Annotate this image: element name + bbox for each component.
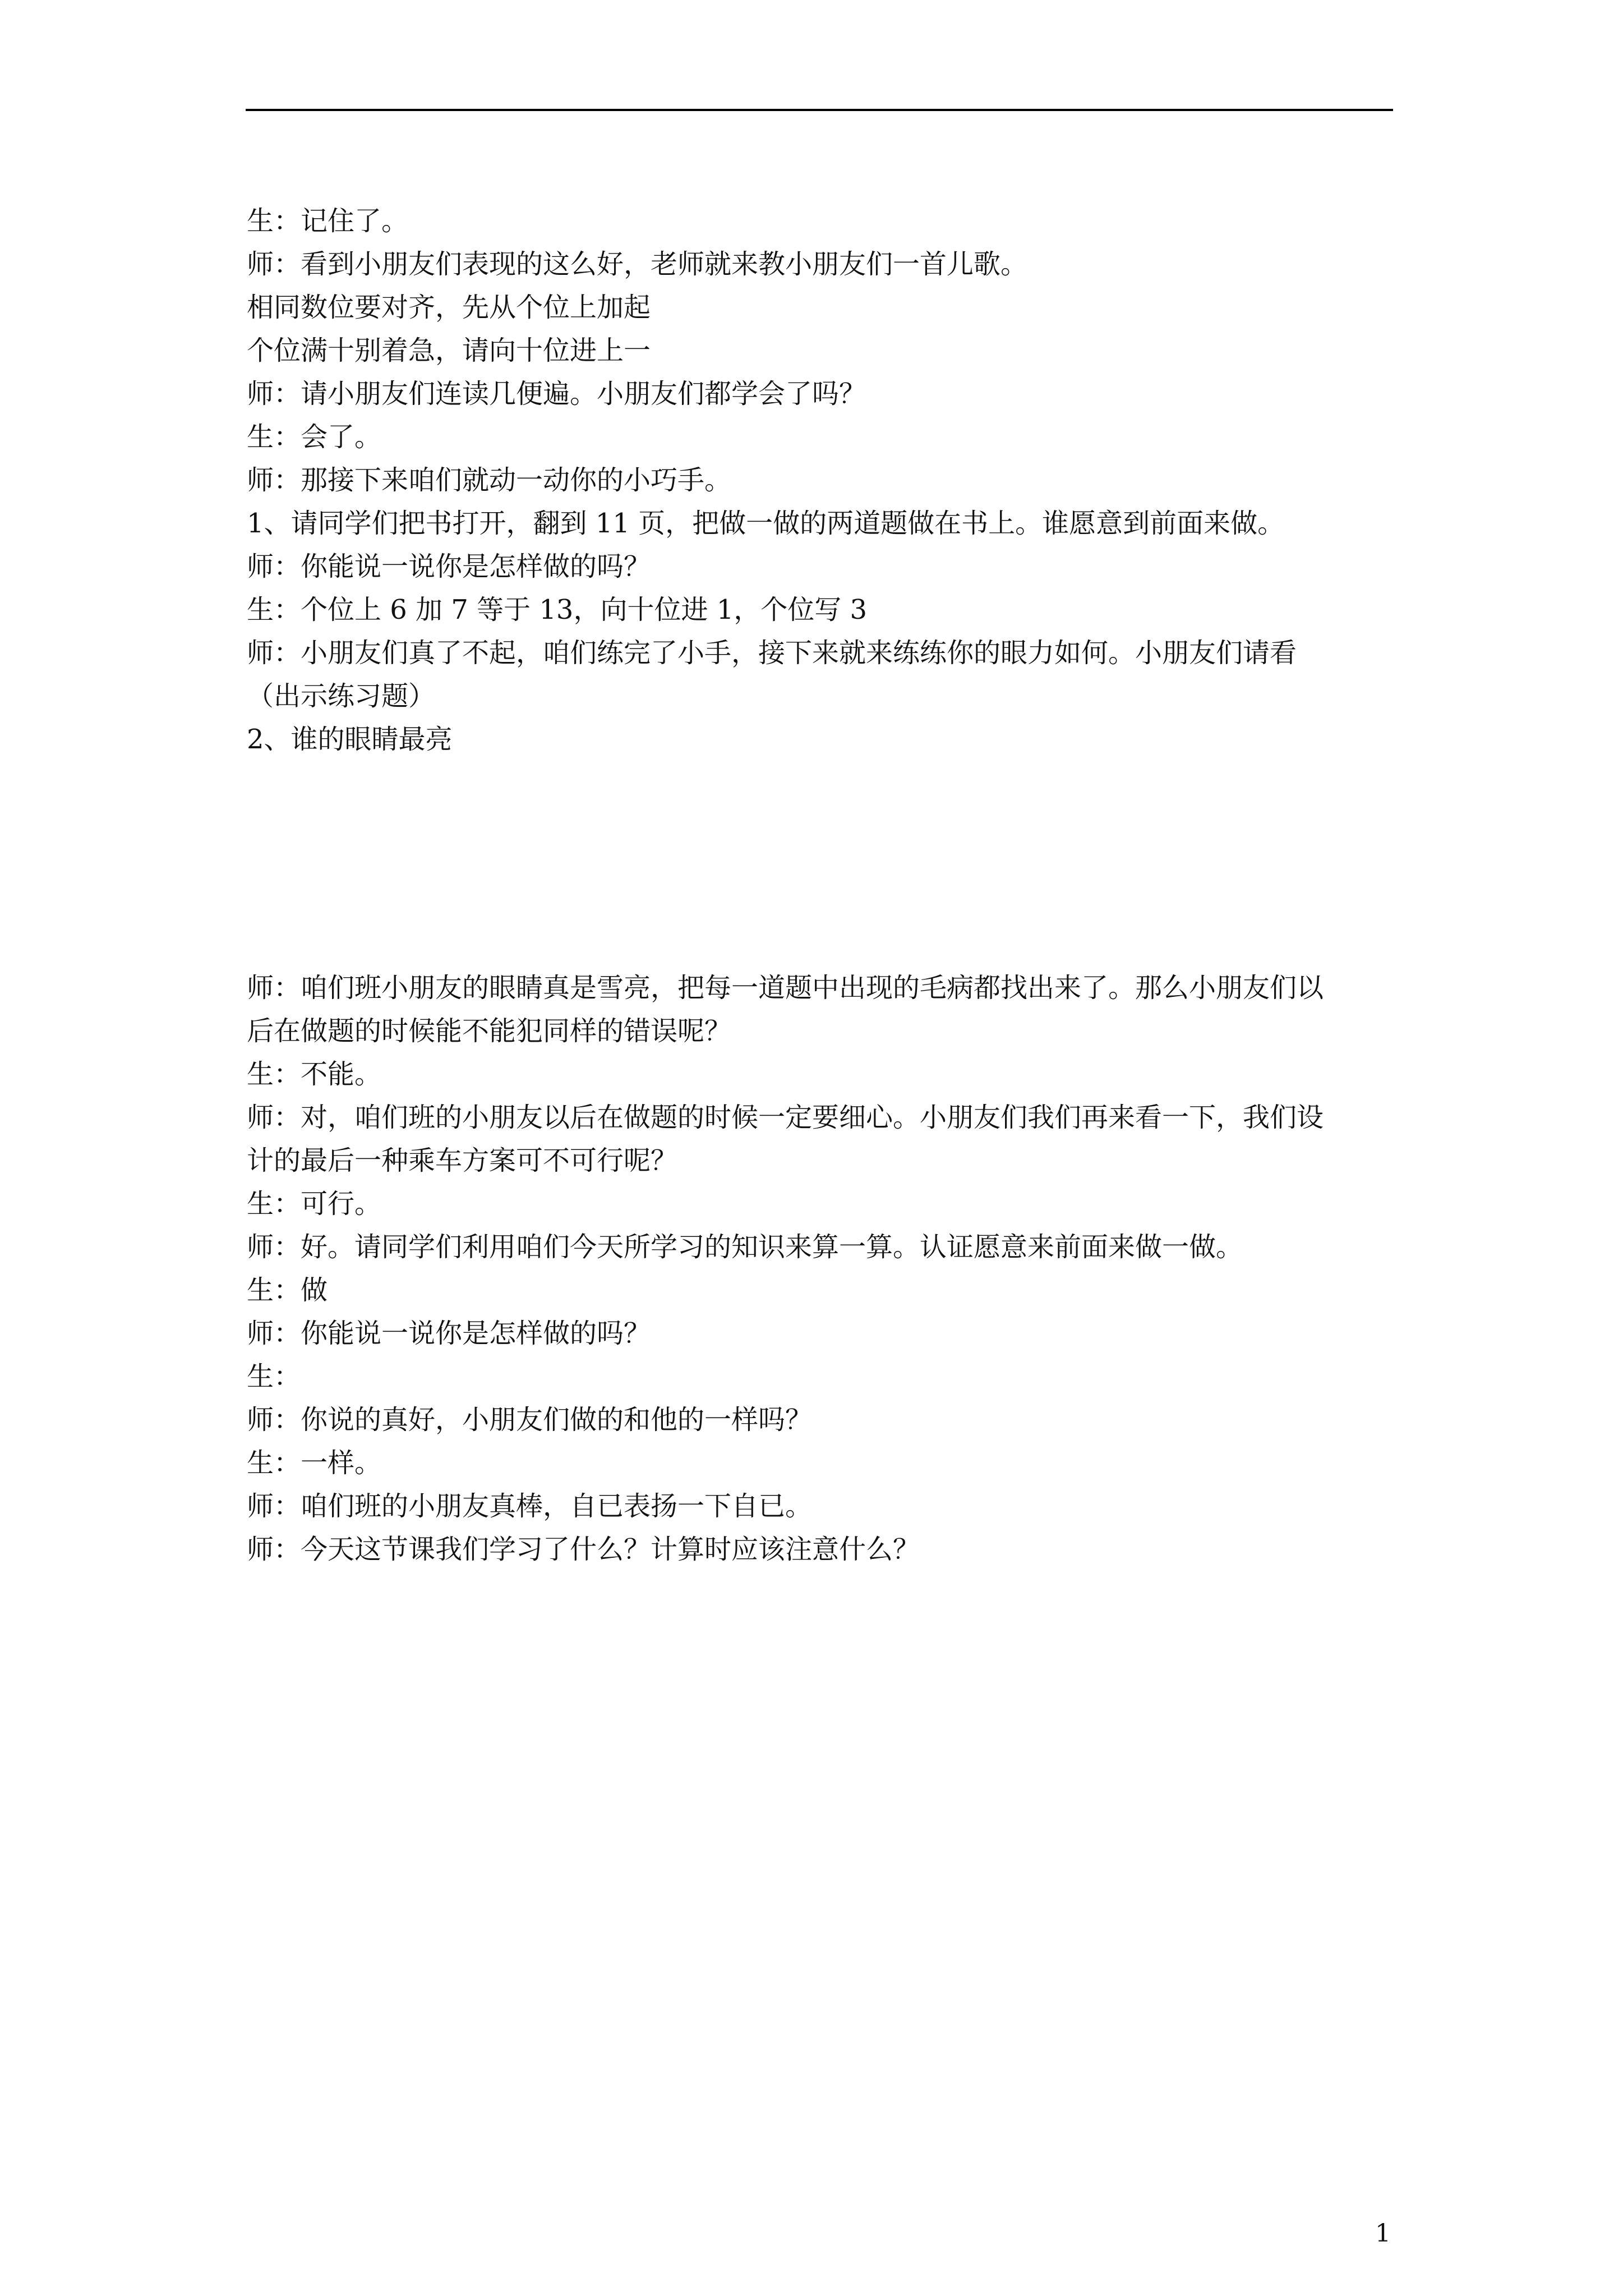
text-line: 师：对，咱们班的小朋友以后在做题的时候一定要细心。小朋友们我们再来看一下，我们设 (247, 1102, 1324, 1133)
text-section-1 (247, 200, 1396, 761)
text-line: 2、谁的眼睛最亮 (247, 724, 453, 755)
text-line: 师：你能说一说你是怎样做的吗？ (247, 1318, 651, 1349)
text-line: 相同数位要对齐，先从个位上加起 (247, 292, 651, 323)
text-line: 计的最后一种乘车方案可不可行呢？ (247, 1145, 678, 1176)
text-line: 师：你说的真好，小朋友们做的和他的一样吗？ (247, 1404, 813, 1435)
header-rule (246, 109, 1393, 111)
text-line: 师：小朋友们真了不起，咱们练完了小手，接下来就来练练你的眼力如何。小朋友们请看 (247, 637, 1297, 669)
text-line: 师：请小朋友们连读几便遍。小朋友们都学会了吗？ (247, 378, 866, 409)
text-line: 生：一样。 (247, 1447, 382, 1479)
text-line: 师：好。请同学们利用咱们今天所学习的知识来算一算。认证愿意来前面来做一做。 (247, 1231, 1243, 1263)
text-line: 师：看到小朋友们表现的这么好，老师就来教小朋友们一首儿歌。 (247, 249, 1028, 280)
text-line: 生：不能。 (247, 1059, 382, 1090)
text-line: （出示练习题） (247, 680, 436, 712)
text-line: 生： (247, 1361, 301, 1392)
text-line: 个位满十别着急，请向十位进上一 (247, 335, 651, 366)
text-section-2 (247, 967, 1396, 1571)
text-line: 生：记住了。 (247, 205, 409, 237)
text-line: 师：那接下来咱们就动一动你的小巧手。 (247, 464, 732, 496)
text-line: 生：个位上 6 加 7 等于 13，向十位进 1，个位写 3 (247, 594, 868, 625)
text-line: 师：今天这节课我们学习了什么？计算时应该注意什么？ (247, 1534, 920, 1565)
text-line: 师：咱们班的小朋友真棒，自已表扬一下自已。 (247, 1490, 813, 1522)
text-line: 生：会了。 (247, 421, 382, 453)
text-line: 后在做题的时候能不能犯同样的错误呢？ (247, 1015, 732, 1047)
page-number: 1 (1375, 2219, 1391, 2248)
text-line: 1、请同学们把书打开，翻到 11 页，把做一做的两道题做在书上。谁愿意到前面来做。 (247, 508, 1285, 539)
text-line: 师：你能说一说你是怎样做的吗？ (247, 551, 651, 582)
text-line: 生：做 (247, 1274, 328, 1306)
text-line: 师：咱们班小朋友的眼睛真是雪亮，把每一道题中出现的毛病都找出来了。那么小朋友们以 (247, 972, 1324, 1004)
text-line: 生：可行。 (247, 1188, 382, 1220)
